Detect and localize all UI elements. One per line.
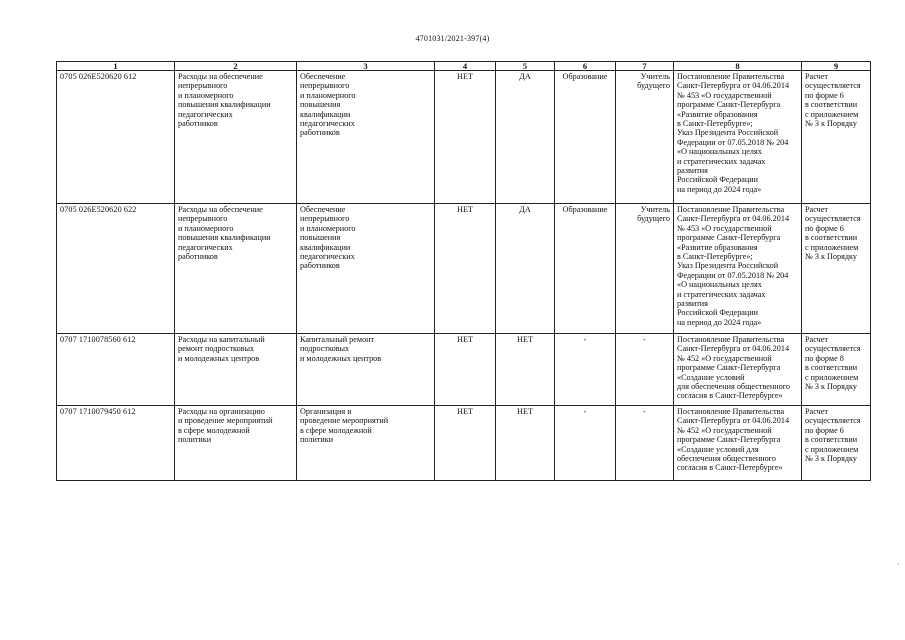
col4-cell: НЕТ: [435, 71, 496, 204]
table-row: [57, 334, 871, 406]
header-col-4: 4: [435, 62, 496, 71]
header-col-7: 7: [616, 62, 674, 71]
col4-cell: НЕТ: [435, 406, 496, 481]
legal-basis-cell: Постановление Правительства Санкт-Петербурга от 04.06.2014 № 452 «О государственной программе Санкт-Петербурга «Создание условий для обеспечения общественного согласия в Санкт-Петербурге»: [674, 406, 802, 481]
direction-cell: Организация и проведение мероприятий в сфере молодежной политики: [297, 406, 435, 481]
calculation-cell: Расчет осуществляется по форме 6 в соответствии с приложением № 3 к Порядку: [802, 406, 871, 481]
legal-basis-cell: Постановление Правительства Санкт-Петербурга от 04.06.2014 № 453 «О государственной программе Санкт-Петербурга «Развитие образования в Санкт-Петербурге»; Указ Президента Российской Федерации от 07.05.2018 № 204 «О национальных целях и стратегических задачах развития Российской Федерации на период до 2024 года»: [674, 71, 802, 204]
budget-code-cell: 0707 1710079450 612: [57, 406, 175, 481]
col6-cell: -: [555, 334, 616, 406]
header-row: [57, 62, 871, 71]
col7-cell: -: [616, 406, 674, 481]
header-col-6: 6: [555, 62, 616, 71]
budget-code-cell: 0705 026E520620 612: [57, 71, 175, 204]
header-col-2: 2: [175, 62, 297, 71]
scan-mark: ,: [897, 560, 899, 566]
header-col-5: 5: [496, 62, 555, 71]
document-code: 4701031/2021-397(4): [415, 34, 490, 43]
header-col-8: 8: [674, 62, 802, 71]
direction-cell: Обеспечение непрерывного и планомерного повышения квалификации педагогических работников: [297, 71, 435, 204]
direction-cell: Обеспечение непрерывного и планомерного повышения квалификации педагогических работников: [297, 204, 435, 334]
header-col-3: 3: [297, 62, 435, 71]
col5-cell: НЕТ: [496, 406, 555, 481]
col4-cell: НЕТ: [435, 204, 496, 334]
expense-name-cell: Расходы на обеспечение непрерывного и планомерного повышения квалификации педагогических работников: [175, 71, 297, 204]
expense-name-cell: Расходы на капитальный ремонт подростковых и молодежных центров: [175, 334, 297, 406]
col5-cell: ДА: [496, 204, 555, 334]
col7-cell: Учитель будущего: [616, 204, 674, 334]
table-row: [57, 204, 871, 334]
calculation-cell: Расчет осуществляется по форме 6 в соответствии с приложением № 3 к Порядку: [802, 204, 871, 334]
col5-cell: ДА: [496, 71, 555, 204]
col4-cell: НЕТ: [435, 334, 496, 406]
table-row: [57, 71, 871, 204]
legal-basis-cell: Постановление Правительства Санкт-Петербурга от 04.06.2014 № 453 «О государственной программе Санкт-Петербурга «Развитие образования в Санкт-Петербурге»; Указ Президента Российской Федерации от 07.05.2018 № 204 «О национальных целях и стратегических задачах развития Российской Федерации на период до 2024 года»: [674, 204, 802, 334]
header-col-1: 1: [57, 62, 175, 71]
budget-code-cell: 0707 1710078560 612: [57, 334, 175, 406]
col7-cell: -: [616, 334, 674, 406]
col6-cell: -: [555, 406, 616, 481]
col5-cell: НЕТ: [496, 334, 555, 406]
col7-cell: Учитель будущего: [616, 71, 674, 204]
col6-cell: Образование: [555, 204, 616, 334]
col6-cell: Образование: [555, 71, 616, 204]
expense-name-cell: Расходы на организацию и проведение мероприятий в сфере молодежной политики: [175, 406, 297, 481]
legal-basis-cell: Постановление Правительства Санкт-Петербурга от 04.06.2014 № 452 «О государственной программе Санкт-Петербурга «Создание условий для обеспечения общественного согласия в Санкт-Петербурге»: [674, 334, 802, 406]
calculation-cell: Расчет осуществляется по форме 8 в соответствии с приложением № 3 к Порядку: [802, 334, 871, 406]
calculation-cell: Расчет осуществляется по форме 6 в соответствии с приложением № 3 к Порядку: [802, 71, 871, 204]
direction-cell: Капитальный ремонт подростковых и молодежных центров: [297, 334, 435, 406]
table-row: [57, 406, 871, 481]
expense-name-cell: Расходы на обеспечение непрерывного и планомерного повышения квалификации педагогических работников: [175, 204, 297, 334]
budget-code-cell: 0705 026E520620 622: [57, 204, 175, 334]
budget-table: [56, 61, 871, 481]
header-col-9: 9: [802, 62, 871, 71]
